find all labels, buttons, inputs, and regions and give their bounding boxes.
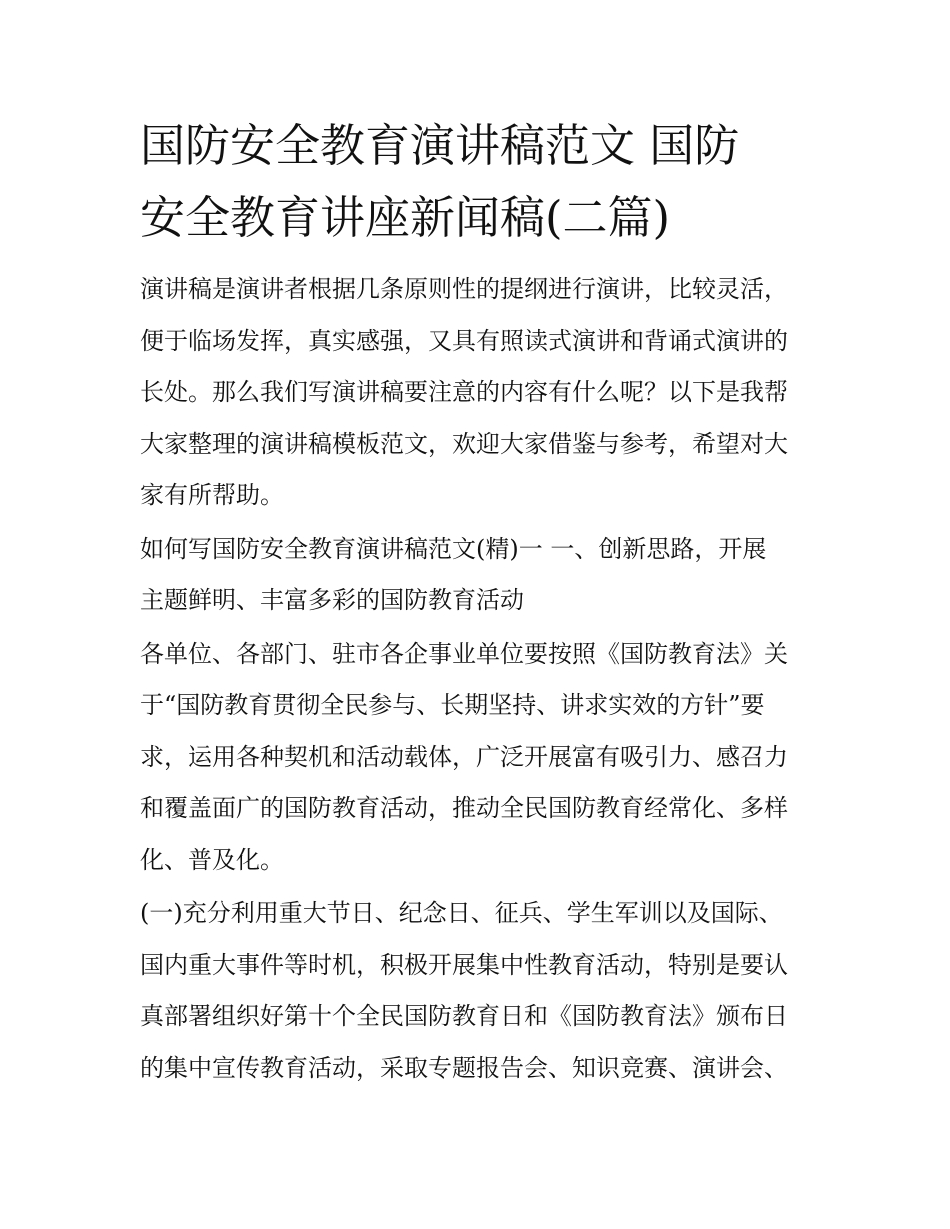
paragraph-intro: [140, 264, 830, 522]
text-line: 主题鲜明、丰富多彩的国防教育活动: [140, 586, 524, 614]
text-line: 化、普及化。: [140, 845, 284, 874]
text-line: 演讲稿是演讲者根据几条原则性的提纲进行演讲，比较灵活，: [140, 275, 788, 303]
document-title: [140, 110, 830, 254]
title-line: 安全教育讲座新闻稿(二篇): [140, 191, 671, 244]
text-line: 大家整理的演讲稿模板范文，欢迎大家借鉴与参考，希望对大: [140, 429, 788, 458]
text-line: 如何写国防安全教育演讲稿范文(精)一 一、创新思路，开展: [140, 534, 767, 563]
title-line: 国防安全教育演讲稿范文 国防: [140, 119, 740, 172]
text-line: 于“国防教育贯彻全民参与、长期坚持、讲求实效的方针”要: [140, 691, 765, 719]
text-line: 的集中宣传教育活动，采取专题报告会、知识竞赛、演讲会、: [140, 1053, 788, 1082]
paragraph-section-heading: [140, 524, 830, 627]
text-line: 长处。那么我们写演讲稿要注意的内容有什么呢？以下是我帮: [140, 378, 788, 406]
text-line: 便于临场发挥，真实感强，又具有照读式演讲和背诵式演讲的: [140, 326, 788, 355]
paragraph-item-one: [140, 888, 830, 1094]
text-line: (一)充分利用重大节日、纪念日、征兵、学生军训以及国际、: [140, 899, 783, 927]
text-line: 国内重大事件等时机，积极开展集中性教育活动，特别是要认: [140, 950, 788, 979]
text-line: 家有所帮助。: [140, 481, 284, 509]
paragraph-requirements: [140, 629, 830, 887]
text-line: 各单位、各部门、驻市各企事业单位要按照《国防教育法》关: [140, 639, 788, 668]
text-line: 求，运用各种契机和活动载体，广泛开展富有吸引力、感召力: [140, 742, 788, 771]
document-body: [140, 110, 830, 1096]
text-line: 和覆盖面广的国防教育活动，推动全民国防教育经常化、多样: [140, 794, 788, 822]
text-line: 真部署组织好第十个全民国防教育日和《国防教育法》颁布日: [140, 1002, 788, 1030]
